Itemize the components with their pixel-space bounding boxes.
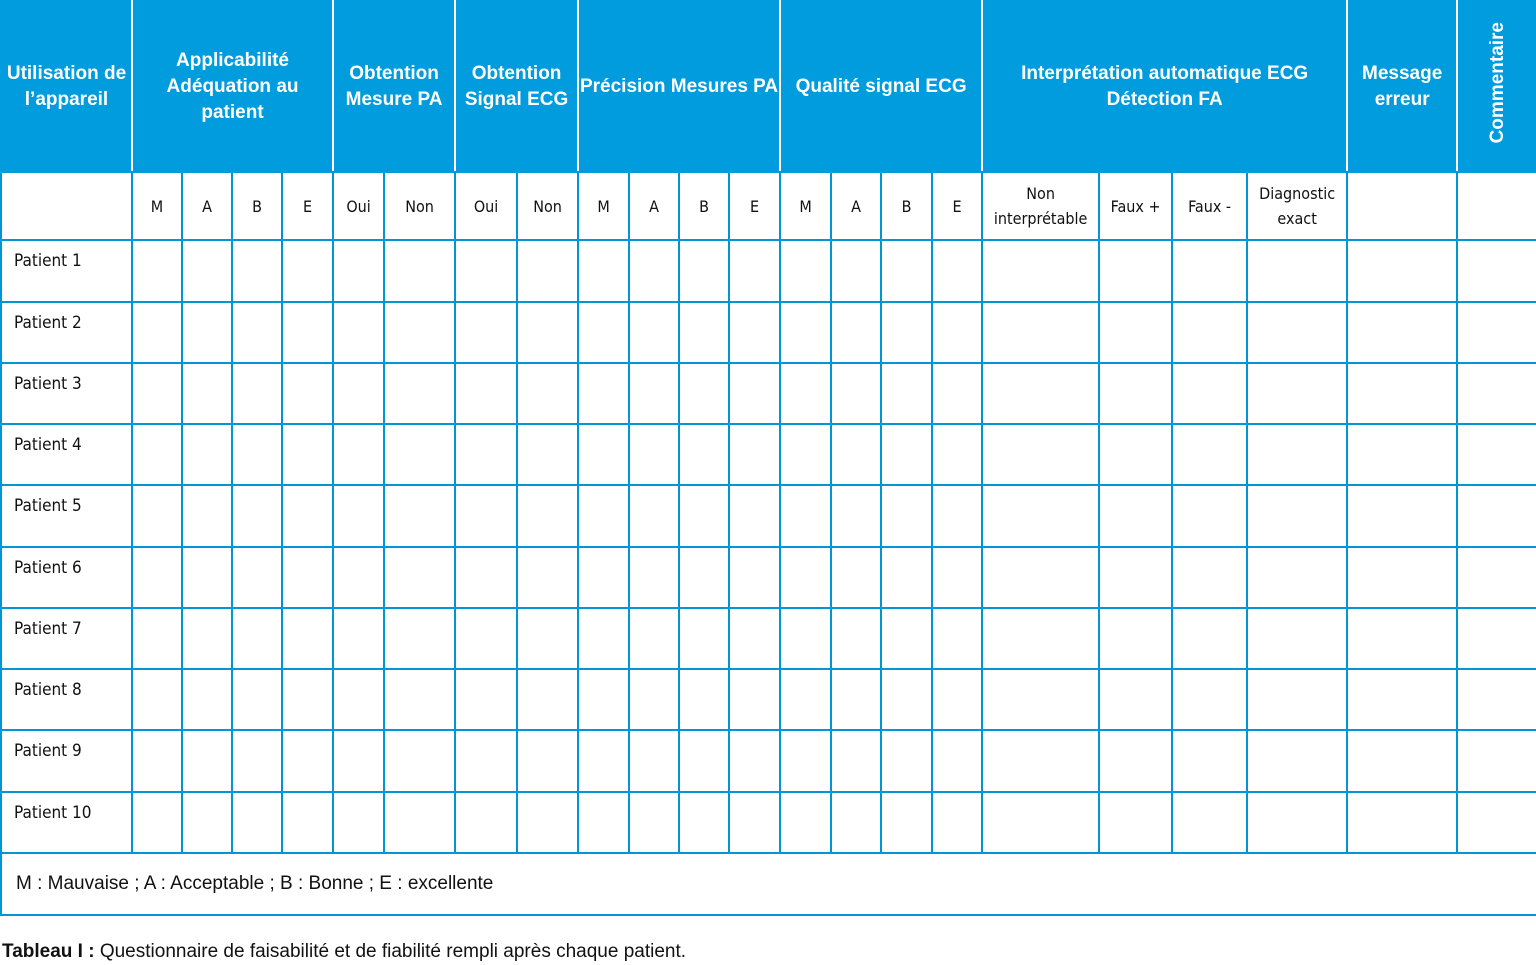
answer-cell[interactable] (881, 424, 932, 485)
answer-cell[interactable] (881, 608, 932, 669)
answer-cell[interactable] (729, 240, 780, 301)
answer-cell[interactable] (232, 424, 282, 485)
answer-cell[interactable] (982, 485, 1099, 546)
answer-cell[interactable] (831, 547, 881, 608)
header-comment-label: Commentaire (1486, 21, 1508, 144)
header-ecg-signal: Obtention Signal ECG (455, 1, 578, 172)
answer-cell[interactable] (1099, 669, 1172, 730)
answer-cell[interactable] (1347, 547, 1457, 608)
answer-cell[interactable] (1172, 240, 1247, 301)
answer-cell[interactable] (1172, 363, 1247, 424)
answer-cell[interactable] (932, 608, 982, 669)
answer-cell[interactable] (629, 424, 679, 485)
answer-cell[interactable] (384, 608, 455, 669)
answer-cell[interactable] (679, 730, 729, 791)
answer-cell[interactable] (1172, 424, 1247, 485)
answer-cell[interactable] (729, 485, 780, 546)
answer-cell[interactable] (232, 792, 282, 853)
patient-label: Patient 6 (1, 547, 132, 608)
subheader-empty (1347, 172, 1457, 240)
answer-cell[interactable] (932, 302, 982, 363)
answer-cell[interactable] (282, 485, 333, 546)
subheader-false-positive: Faux + (1099, 172, 1172, 240)
answer-cell[interactable] (578, 240, 629, 301)
subheader-e: E (282, 172, 333, 240)
answer-cell[interactable] (1247, 240, 1347, 301)
answer-cell[interactable] (1347, 608, 1457, 669)
answer-cell[interactable] (132, 424, 182, 485)
answer-cell[interactable] (384, 424, 455, 485)
table-row (1, 363, 1536, 424)
answer-cell[interactable] (1247, 363, 1347, 424)
answer-cell[interactable] (578, 730, 629, 791)
answer-cell[interactable] (1347, 240, 1457, 301)
answer-cell[interactable] (780, 485, 831, 546)
answer-cell[interactable] (455, 302, 517, 363)
answer-cell[interactable] (232, 608, 282, 669)
answer-cell[interactable] (517, 363, 578, 424)
patient-label: Patient 9 (1, 730, 132, 791)
answer-cell[interactable] (780, 363, 831, 424)
answer-cell[interactable] (831, 669, 881, 730)
subheader-e: E (729, 172, 780, 240)
answer-cell[interactable] (1457, 363, 1536, 424)
answer-cell[interactable] (932, 240, 982, 301)
subheader-e: E (932, 172, 982, 240)
answer-cell[interactable] (282, 792, 333, 853)
answer-cell[interactable] (982, 792, 1099, 853)
answer-cell[interactable] (282, 730, 333, 791)
answer-cell[interactable] (881, 302, 932, 363)
caption-text: Questionnaire de faisabilité et de fiabilité rempli après chaque patient. (94, 941, 687, 962)
answer-cell[interactable] (455, 424, 517, 485)
answer-cell[interactable] (132, 547, 182, 608)
answer-cell[interactable] (982, 424, 1099, 485)
subheader-no: Non (517, 172, 578, 240)
answer-cell[interactable] (729, 730, 780, 791)
answer-cell[interactable] (517, 669, 578, 730)
answer-cell[interactable] (333, 363, 384, 424)
answer-cell[interactable] (1247, 669, 1347, 730)
answer-cell[interactable] (629, 608, 679, 669)
answer-cell[interactable] (1172, 547, 1247, 608)
answer-cell[interactable] (333, 485, 384, 546)
patient-label: Patient 3 (1, 363, 132, 424)
answer-cell[interactable] (1172, 485, 1247, 546)
subheader-false-negative: Faux - (1172, 172, 1247, 240)
answer-cell[interactable] (780, 730, 831, 791)
answer-cell[interactable] (1172, 302, 1247, 363)
patient-label: Patient 8 (1, 669, 132, 730)
header-usage: Utilisation de l’appareil (1, 1, 132, 172)
answer-cell[interactable] (729, 302, 780, 363)
answer-cell[interactable] (729, 424, 780, 485)
answer-cell[interactable] (1172, 792, 1247, 853)
answer-cell[interactable] (517, 792, 578, 853)
caption-label: Tableau I : (2, 941, 95, 962)
answer-cell[interactable] (333, 424, 384, 485)
answer-cell[interactable] (679, 363, 729, 424)
legend-text: M : Mauvaise ; A : Acceptable ; B : Bonne ; E : excellente (1, 853, 1536, 915)
answer-cell[interactable] (282, 302, 333, 363)
subheader-a: A (831, 172, 881, 240)
answer-cell[interactable] (1457, 547, 1536, 608)
answer-cell[interactable] (982, 669, 1099, 730)
header-bp-measure: Obtention Mesure PA (333, 1, 455, 172)
answer-cell[interactable] (881, 547, 932, 608)
answer-cell[interactable] (384, 363, 455, 424)
answer-cell[interactable] (182, 240, 232, 301)
answer-cell[interactable] (1457, 485, 1536, 546)
answer-cell[interactable] (831, 302, 881, 363)
answer-cell[interactable] (1457, 669, 1536, 730)
answer-cell[interactable] (132, 730, 182, 791)
answer-cell[interactable] (517, 547, 578, 608)
answer-cell[interactable] (629, 669, 679, 730)
subheader-b: B (881, 172, 932, 240)
answer-cell[interactable] (182, 363, 232, 424)
answer-cell[interactable] (282, 608, 333, 669)
subheader-row (1, 172, 1536, 240)
answer-cell[interactable] (455, 669, 517, 730)
answer-cell[interactable] (729, 363, 780, 424)
answer-cell[interactable] (578, 669, 629, 730)
answer-cell[interactable] (831, 730, 881, 791)
answer-cell[interactable] (679, 792, 729, 853)
subheader-m: M (578, 172, 629, 240)
answer-cell[interactable] (282, 547, 333, 608)
answer-cell[interactable] (1247, 302, 1347, 363)
answer-cell[interactable] (1172, 669, 1247, 730)
answer-cell[interactable] (1457, 730, 1536, 791)
answer-cell[interactable] (333, 730, 384, 791)
answer-cell[interactable] (455, 608, 517, 669)
answer-cell[interactable] (1347, 669, 1457, 730)
answer-cell[interactable] (333, 669, 384, 730)
answer-cell[interactable] (1099, 792, 1172, 853)
subheader-a: A (182, 172, 232, 240)
answer-cell[interactable] (578, 608, 629, 669)
answer-cell[interactable] (629, 730, 679, 791)
answer-cell[interactable] (729, 792, 780, 853)
answer-cell[interactable] (729, 547, 780, 608)
answer-cell[interactable] (780, 608, 831, 669)
answer-cell[interactable] (517, 730, 578, 791)
answer-cell[interactable] (384, 485, 455, 546)
answer-cell[interactable] (517, 240, 578, 301)
answer-cell[interactable] (780, 669, 831, 730)
answer-cell[interactable] (282, 240, 333, 301)
answer-cell[interactable] (881, 730, 932, 791)
answer-cell[interactable] (780, 302, 831, 363)
subheader-non-interpretable: Non interprétable (982, 172, 1099, 240)
patient-label: Patient 1 (1, 240, 132, 301)
answer-cell[interactable] (455, 240, 517, 301)
answer-cell[interactable] (831, 240, 881, 301)
answer-cell[interactable] (729, 608, 780, 669)
answer-cell[interactable] (578, 547, 629, 608)
answer-cell[interactable] (132, 792, 182, 853)
answer-cell[interactable] (182, 302, 232, 363)
subheader-no: Non (384, 172, 455, 240)
answer-cell[interactable] (1347, 363, 1457, 424)
answer-cell[interactable] (629, 302, 679, 363)
patient-label: Patient 2 (1, 302, 132, 363)
answer-cell[interactable] (1347, 485, 1457, 546)
group-header-row (1, 1, 1536, 172)
answer-cell[interactable] (333, 240, 384, 301)
answer-cell[interactable] (182, 547, 232, 608)
answer-cell[interactable] (629, 363, 679, 424)
answer-cell[interactable] (831, 792, 881, 853)
answer-cell[interactable] (982, 302, 1099, 363)
answer-cell[interactable] (384, 730, 455, 791)
table-row (1, 240, 1536, 301)
answer-cell[interactable] (182, 730, 232, 791)
answer-cell[interactable] (1347, 730, 1457, 791)
answer-cell[interactable] (1247, 792, 1347, 853)
subheader-m: M (780, 172, 831, 240)
answer-cell[interactable] (982, 240, 1099, 301)
answer-cell[interactable] (1172, 608, 1247, 669)
answer-cell[interactable] (629, 547, 679, 608)
answer-cell[interactable] (982, 363, 1099, 424)
answer-cell[interactable] (831, 424, 881, 485)
answer-cell[interactable] (384, 240, 455, 301)
answer-cell[interactable] (1099, 424, 1172, 485)
answer-cell[interactable] (1247, 485, 1347, 546)
answer-cell[interactable] (729, 669, 780, 730)
answer-cell[interactable] (455, 485, 517, 546)
subheader-yes: Oui (333, 172, 384, 240)
answer-cell[interactable] (132, 302, 182, 363)
answer-cell[interactable] (932, 363, 982, 424)
answer-cell[interactable] (384, 669, 455, 730)
answer-cell[interactable] (282, 424, 333, 485)
answer-cell[interactable] (517, 485, 578, 546)
answer-cell[interactable] (831, 363, 881, 424)
answer-cell[interactable] (629, 240, 679, 301)
answer-cell[interactable] (1247, 424, 1347, 485)
answer-cell[interactable] (1457, 424, 1536, 485)
answer-cell[interactable] (1347, 302, 1457, 363)
answer-cell[interactable] (182, 608, 232, 669)
answer-cell[interactable] (881, 363, 932, 424)
answer-cell[interactable] (132, 240, 182, 301)
header-ecg-quality: Qualité signal ECG (780, 1, 982, 172)
answer-cell[interactable] (578, 792, 629, 853)
answer-cell[interactable] (455, 730, 517, 791)
table-row (1, 669, 1536, 730)
patient-label: Patient 10 (1, 792, 132, 853)
answer-cell[interactable] (132, 669, 182, 730)
answer-cell[interactable] (679, 485, 729, 546)
answer-cell[interactable] (517, 302, 578, 363)
answer-cell[interactable] (182, 485, 232, 546)
answer-cell[interactable] (932, 730, 982, 791)
answer-cell[interactable] (932, 669, 982, 730)
answer-cell[interactable] (881, 792, 932, 853)
answer-cell[interactable] (629, 485, 679, 546)
header-bp-precision: Précision Mesures PA (578, 1, 780, 172)
answer-cell[interactable] (232, 485, 282, 546)
answer-cell[interactable] (1172, 730, 1247, 791)
answer-cell[interactable] (282, 363, 333, 424)
subheader-m: M (132, 172, 182, 240)
answer-cell[interactable] (232, 302, 282, 363)
answer-cell[interactable] (1099, 485, 1172, 546)
answer-cell[interactable] (1099, 608, 1172, 669)
header-applicability: Applicabilité Adéquation au patient (132, 1, 333, 172)
answer-cell[interactable] (679, 240, 729, 301)
answer-cell[interactable] (1457, 240, 1536, 301)
table-row (1, 547, 1536, 608)
answer-cell[interactable] (780, 547, 831, 608)
answer-cell[interactable] (679, 608, 729, 669)
answer-cell[interactable] (679, 669, 729, 730)
answer-cell[interactable] (982, 547, 1099, 608)
answer-cell[interactable] (932, 485, 982, 546)
answer-cell[interactable] (517, 608, 578, 669)
answer-cell[interactable] (1347, 792, 1457, 853)
answer-cell[interactable] (384, 792, 455, 853)
answer-cell[interactable] (455, 363, 517, 424)
answer-cell[interactable] (1099, 547, 1172, 608)
patient-label: Patient 7 (1, 608, 132, 669)
answer-cell[interactable] (1457, 792, 1536, 853)
table-row (1, 792, 1536, 853)
answer-cell[interactable] (132, 485, 182, 546)
answer-cell[interactable] (932, 424, 982, 485)
header-comment (1457, 1, 1536, 172)
answer-cell[interactable] (881, 485, 932, 546)
answer-cell[interactable] (1099, 240, 1172, 301)
answer-cell[interactable] (679, 302, 729, 363)
answer-cell[interactable] (1347, 424, 1457, 485)
answer-cell[interactable] (1099, 363, 1172, 424)
answer-cell[interactable] (1099, 302, 1172, 363)
subheader-b: B (679, 172, 729, 240)
answer-cell[interactable] (578, 302, 629, 363)
answer-cell[interactable] (333, 547, 384, 608)
answer-cell[interactable] (679, 547, 729, 608)
answer-cell[interactable] (679, 424, 729, 485)
answer-cell[interactable] (232, 240, 282, 301)
answer-cell[interactable] (455, 792, 517, 853)
table-row (1, 608, 1536, 669)
answer-cell[interactable] (1247, 608, 1347, 669)
legend-row (1, 853, 1536, 915)
answer-cell[interactable] (932, 547, 982, 608)
subheader-yes: Oui (455, 172, 517, 240)
subheader-empty (1, 172, 132, 240)
answer-cell[interactable] (932, 792, 982, 853)
subheader-exact-diagnosis: Diagnostic exact (1247, 172, 1347, 240)
table-caption (2, 941, 686, 963)
patient-rows (1, 240, 1536, 853)
table-row (1, 424, 1536, 485)
answer-cell[interactable] (232, 669, 282, 730)
answer-cell[interactable] (455, 547, 517, 608)
answer-cell[interactable] (132, 608, 182, 669)
answer-cell[interactable] (629, 792, 679, 853)
patient-label: Patient 5 (1, 485, 132, 546)
header-error-message: Message erreur (1347, 1, 1457, 172)
header-ecg-interpretation: Interprétation automatique ECG Détection FA (982, 1, 1347, 172)
answer-cell[interactable] (780, 424, 831, 485)
table-row (1, 485, 1536, 546)
answer-cell[interactable] (881, 669, 932, 730)
answer-cell[interactable] (1457, 608, 1536, 669)
answer-cell[interactable] (333, 302, 384, 363)
answer-cell[interactable] (1099, 730, 1172, 791)
answer-cell[interactable] (982, 730, 1099, 791)
answer-cell[interactable] (982, 608, 1099, 669)
answer-cell[interactable] (384, 547, 455, 608)
subheader-b: B (232, 172, 282, 240)
answer-cell[interactable] (517, 424, 578, 485)
patient-label: Patient 4 (1, 424, 132, 485)
table-row (1, 730, 1536, 791)
answer-cell[interactable] (182, 792, 232, 853)
answer-cell[interactable] (578, 424, 629, 485)
answer-cell[interactable] (333, 608, 384, 669)
answer-cell[interactable] (881, 240, 932, 301)
answer-cell[interactable] (780, 240, 831, 301)
table-row (1, 302, 1536, 363)
answer-cell[interactable] (1247, 547, 1347, 608)
answer-cell[interactable] (182, 669, 232, 730)
answer-cell[interactable] (578, 485, 629, 546)
answer-cell[interactable] (831, 608, 881, 669)
answer-cell[interactable] (132, 363, 182, 424)
subheader-empty (1457, 172, 1536, 240)
answer-cell[interactable] (578, 363, 629, 424)
answer-cell[interactable] (780, 792, 831, 853)
answer-cell[interactable] (232, 547, 282, 608)
answer-cell[interactable] (1247, 730, 1347, 791)
subheader-a: A (629, 172, 679, 240)
answer-cell[interactable] (831, 485, 881, 546)
answer-cell[interactable] (1457, 302, 1536, 363)
answer-cell[interactable] (232, 363, 282, 424)
answer-cell[interactable] (182, 424, 232, 485)
answer-cell[interactable] (282, 669, 333, 730)
answer-cell[interactable] (333, 792, 384, 853)
answer-cell[interactable] (232, 730, 282, 791)
answer-cell[interactable] (384, 302, 455, 363)
